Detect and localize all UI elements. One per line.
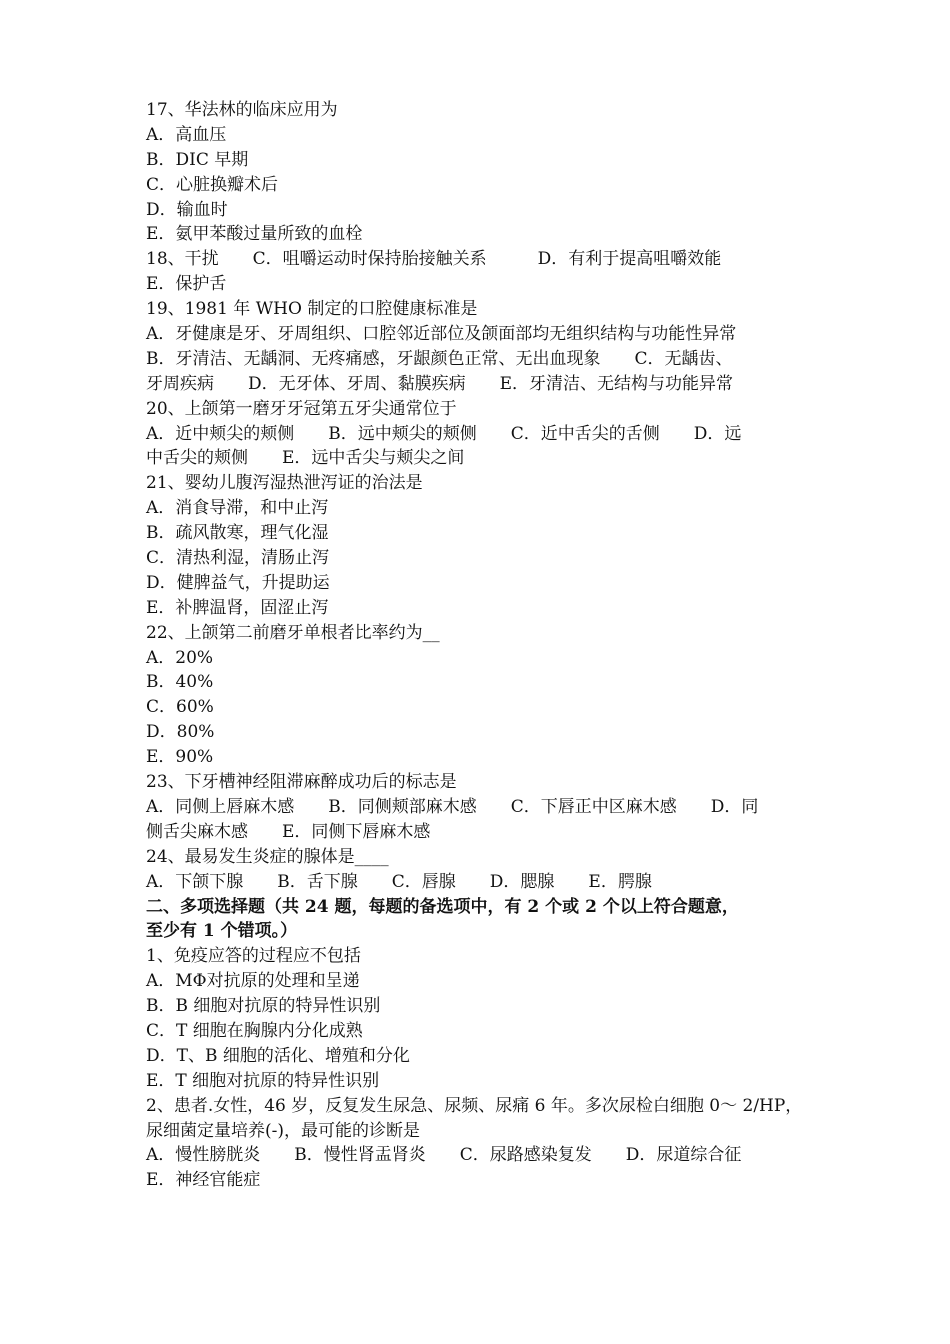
multi-question-2-stem: 2、患者.女性，46 岁，反复发生尿急、尿频、尿痛 6 年。多次尿检白细胞 0～ 2/HP，	[146, 1095, 803, 1116]
option-line: A．MΦ对抗原的处理和呈递	[146, 971, 360, 992]
option-line: C．T 细胞在胸腺内分化成熟	[146, 1020, 363, 1041]
question-20-stem: 20、上颌第一磨牙牙冠第五牙尖通常位于	[146, 398, 457, 419]
option-line: D．健脾益气，升提助运	[146, 572, 330, 593]
question-24-stem: 24、最易发生炎症的腺体是____	[146, 846, 389, 867]
option-line: D．T、B 细胞的活化、增殖和分化	[146, 1045, 410, 1066]
question-22-stem: 22、上颌第二前磨牙单根者比率约为__	[146, 622, 440, 643]
option-line: A．近中颊尖的颊侧 B．远中颊尖的颊侧 C．近中舌尖的舌侧 D．远	[146, 423, 742, 444]
question-23-stem: 23、下牙槽神经阻滞麻醉成功后的标志是	[146, 772, 457, 793]
option-line: E．保护舌	[146, 274, 227, 295]
option-line: A．牙健康是牙、牙周组织、口腔邻近部位及颌面部均无组织结构与功能性异常	[146, 324, 737, 345]
option-line: D．输血时	[146, 199, 228, 220]
multi-question-1-stem: 1、免疫应答的过程应不包括	[146, 946, 361, 967]
option-line: C．清热利湿，清肠止泻	[146, 548, 330, 569]
option-line: E．补脾温肾，固涩止泻	[146, 597, 329, 618]
section-heading-cont: 至少有 1 个错项。）	[146, 921, 298, 942]
option-line: B．40%	[146, 672, 214, 693]
option-line: E．氨甲苯酸过量所致的血栓	[146, 224, 363, 245]
option-line: A．下颌下腺 B．舌下腺 C．唇腺 D．腮腺 E．腭腺	[146, 871, 652, 892]
document-page	[146, 98, 810, 1193]
option-line: C．心脏换瓣术后	[146, 174, 279, 195]
option-line: A．高血压	[146, 124, 227, 145]
section-heading: 二、多项选择题（共 24 题，每题的备选项中，有 2 个或 2 个以上符合题意，	[146, 896, 739, 917]
option-line: 侧舌尖麻木感 E．同侧下唇麻木感	[146, 821, 431, 842]
option-line: E．90%	[146, 747, 214, 768]
question-17-stem: 17、华法林的临床应用为	[146, 100, 338, 120]
option-line: A．同侧上唇麻木感 B．同侧颊部麻木感 C．下唇正中区麻木感 D．同	[146, 796, 759, 817]
option-line: E．神经官能症	[146, 1170, 261, 1191]
option-line: B．牙清洁、无龋洞、无疼痛感，牙龈颜色正常、无出血现象 C．无龋齿、	[146, 348, 733, 369]
option-line: B．疏风散寒，理气化湿	[146, 523, 329, 544]
question-18-line: 18、干扰 C．咀嚼运动时保持胎接触关系 D．有利于提高咀嚼效能	[146, 249, 722, 270]
option-line: D．80%	[146, 722, 215, 743]
option-line: B．DIC 早期	[146, 149, 249, 170]
option-line: 牙周疾病 D．无牙体、牙周、黏膜疾病 E．牙清洁、无结构与功能异常	[146, 373, 734, 394]
question-21-stem: 21、婴幼儿腹泻湿热泄泻证的治法是	[146, 473, 423, 494]
option-line: B．B 细胞对抗原的特异性识别	[146, 996, 381, 1017]
question-19-stem: 19、1981 年 WHO 制定的口腔健康标准是	[146, 299, 478, 320]
option-line: A．20%	[146, 647, 214, 668]
option-line: A．消食导滞，和中止泻	[146, 498, 329, 519]
option-line: A．慢性膀胱炎 B．慢性肾盂肾炎 C．尿路感染复发 D．尿道综合征	[146, 1145, 742, 1166]
option-line: E．T 细胞对抗原的特异性识别	[146, 1070, 380, 1091]
multi-question-2-stem-cont: 尿细菌定量培养(-)，最可能的诊断是	[146, 1120, 421, 1141]
option-line: 中舌尖的颊侧 E．远中舌尖与颊尖之间	[146, 448, 465, 469]
option-line: C．60%	[146, 697, 214, 718]
